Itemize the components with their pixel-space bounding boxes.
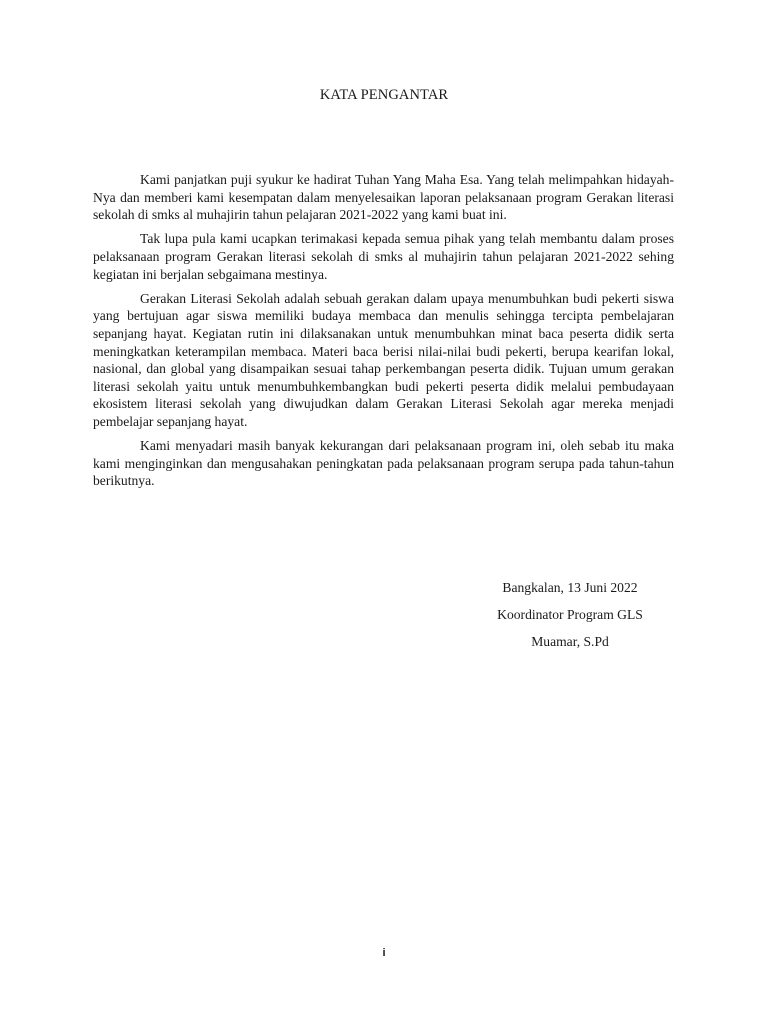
signature-block xyxy=(460,578,680,659)
paragraph-4: Kami menyadari masih banyak kekurangan dari pelaksanaan program ini, oleh sebab itu maka kami menginginkan dan mengusahakan peningkatan pada pelaksanaan program serupa pada tahun-tahun berikutnya. xyxy=(93,438,674,489)
signature-place-date: Bangkalan, 13 Juni 2022 xyxy=(502,580,638,595)
paragraph-1: Kami panjatkan puji syukur ke hadirat Tuhan Yang Maha Esa. Yang telah melimpahkan hidayah-Nya dan memberi kami kesempatan dalam menyelesaikan laporan pelaksanaan program Gerakan literasi sekolah di smks al muhajirin tahun pelajaran 2021-2022 yang kami buat ini. xyxy=(93,172,674,223)
paragraph-3: Gerakan Literasi Sekolah adalah sebuah gerakan dalam upaya menumbuhkan budi pekerti siswa yang bertujuan agar siswa memiliki budaya membaca dan menulis sehingga tercipta pembelajaran sepanjang hayat. Kegiatan rutin ini dilaksanakan untuk menumbuhkan minat baca peserta didik serta meningkatkan keterampilan membaca. Materi baca berisi nilai-nilai budi pekerti, berupa kearifan lokal, nasional, dan global yang disampaikan sesuai tahap perkembangan peserta didik. Tujuan umum gerakan literasi sekolah yaitu untuk menumbuhkembangkan budi pekerti peserta didik melalui pembudayaan ekosistem literasi sekolah yang diwujudkan dalam Gerakan Literasi Sekolah agar mereka menjadi pembelajar sepanjang hayat. xyxy=(93,290,674,429)
body-text xyxy=(93,171,674,496)
page-number: i xyxy=(382,947,386,959)
paragraph-2: Tak lupa pula kami ucapkan terimakasi kepada semua pihak yang telah membantu dalam proses pelaksanaan program Gerakan literasi sekolah di smks al muhajirin tahun pelajaran 2021-2022 sehing kegiatan ini berjalan sebgaimana mestinya. xyxy=(93,231,674,282)
signature-position: Koordinator Program GLS xyxy=(497,607,643,622)
page-title: KATA PENGANTAR xyxy=(319,87,449,103)
signature-name: Muamar, S.Pd xyxy=(531,634,609,649)
